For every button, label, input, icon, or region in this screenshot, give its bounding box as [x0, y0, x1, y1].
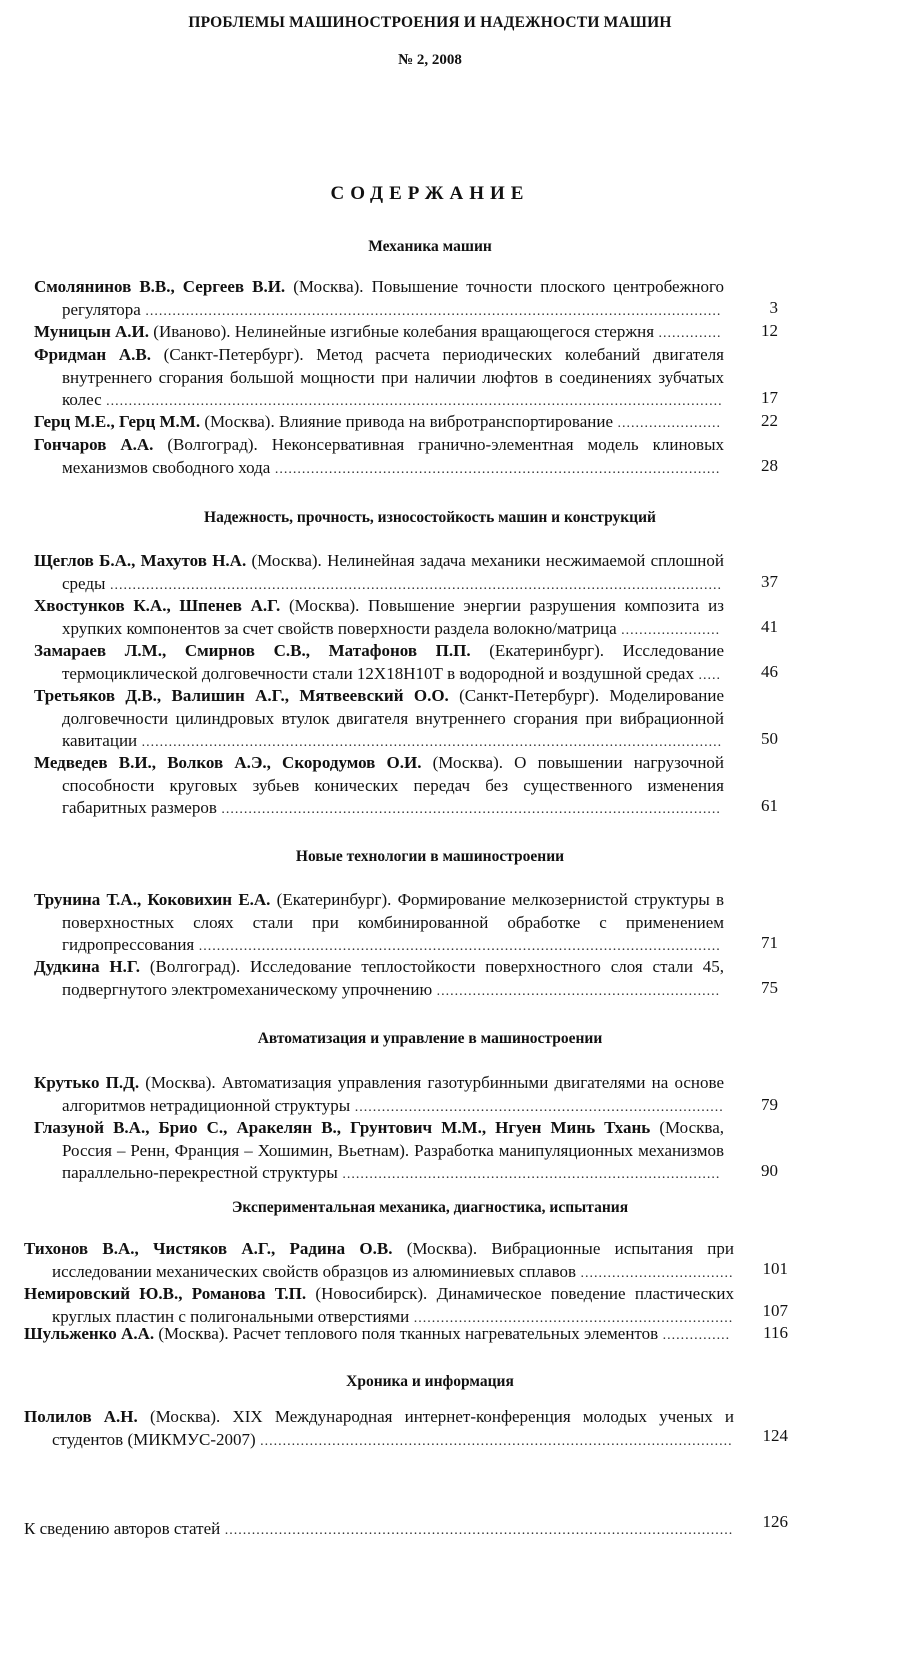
entry-page: 46	[761, 662, 778, 681]
entry-page: 41	[761, 617, 778, 636]
entry-authors: Герц М.Е., Герц М.М.	[34, 412, 201, 431]
toc-entry: Дудкина Н.Г. (Волгоград). Исследование теплостойкости поверхностного слоя стали 45, подвергнутого электромеханическому упрочнению ...............................................................	[34, 957, 725, 999]
entry-authors: Шульженко А.А.	[24, 1324, 155, 1343]
entry-page: 116	[763, 1323, 788, 1342]
entry-authors: Крутько П.Д.	[34, 1073, 140, 1092]
entry-page: 50	[761, 729, 778, 748]
entry-authors: Смолянинов В.В., Сергеев В.И.	[34, 277, 286, 296]
entry-page: 71	[761, 933, 778, 952]
toc-entry: Медведев В.И., Волков А.Э., Скородумов О.И. (Москва). О повышении нагрузочной способности круговых зубьев конических передач без существенного изменения габаритных размеров ...............................................................................................................	[34, 753, 725, 817]
entry-title: (Иваново). Нелинейные изгибные колебания вращающегося стержня	[153, 322, 655, 341]
entry-authors: Тихонов В.А., Чистяков А.Г., Радина О.В.	[24, 1239, 393, 1258]
toc-entry: Глазуной В.А., Брио С., Аракелян В., Грунтович М.М., Нгуен Минь Тхань (Москва, Россия – Ренн, Франция – Хошимин, Вьетнам). Разработка манипуляционных механизмов параллельно-перекрестной структуры ....................................................................................	[34, 1118, 724, 1182]
contents-heading: СОДЕРЖАНИЕ	[330, 183, 530, 204]
issue-number: № 2, 2008	[398, 52, 462, 68]
entry-authors: Глазуной В.А., Брио С., Аракелян В., Грунтович М.М., Нгуен Минь Тхань	[34, 1118, 651, 1137]
entry-page: 22	[761, 411, 778, 430]
entry-page: 124	[762, 1426, 788, 1445]
entry-authors: Муницын А.И.	[34, 322, 150, 341]
entry-title: (Москва). Расчет теплового поля тканных нагревательных элементов	[158, 1324, 659, 1343]
entry-page: 28	[761, 456, 778, 475]
entry-page: 126	[762, 1512, 788, 1531]
entry-title: (Москва). XIX Международная интернет-конференция молодых ученых и студентов (МИКМУС-2007)	[52, 1407, 734, 1449]
entry-page: 61	[761, 796, 778, 815]
entry-page: 17	[761, 388, 778, 407]
toc-entry: Фридман А.В. (Санкт-Петербург). Метод расчета периодических колебаний двигателя внутреннего сгорания большой мощности при наличии люфтов в соединениях зубчатых колес .........................................................................................................................................	[34, 345, 725, 409]
toc-entry: Полилов А.Н. (Москва). XIX Международная интернет-конференция молодых ученых и студентов (МИКМУС-2007) .........................................................................................................	[24, 1407, 734, 1449]
toc-entry: К сведению авторов статей .................................................................................................................	[24, 1519, 734, 1538]
entry-title: (Москва). Влияние привода на вибротранспортирование	[204, 412, 613, 431]
toc-entry: Крутько П.Д. (Москва). Автоматизация управления газотурбинными двигателями на основе алгоритмов нетрадиционной структуры ..................................................................................	[34, 1073, 724, 1115]
entry-page: 107	[762, 1301, 788, 1320]
section-heading: Надежность, прочность, износостойкость машин и конструкций	[204, 509, 656, 526]
entry-page: 101	[762, 1259, 788, 1278]
entry-page: 75	[761, 978, 778, 997]
entry-page: 79	[761, 1095, 778, 1114]
entry-title: (Москва). Автоматизация управления газотурбинными двигателями на основе алгоритмов нетрадиционной структуры	[62, 1073, 724, 1115]
entry-title: (Екатеринбург). Исследование термоциклической долговечности стали 12Х18Н10Т в водородной и воздушной средах	[62, 641, 725, 683]
entry-title: (Волгоград). Исследование теплостойкости поверхностного слоя стали 45, подвергнутого электромеханическому упрочнению	[62, 957, 725, 999]
entry-title: (Москва). Повышение точности плоского центробежного регулятора	[62, 277, 724, 319]
entry-authors: Щеглов Б.А., Махутов Н.А.	[34, 551, 247, 570]
entry-authors: Медведев В.И., Волков А.Э., Скородумов О.И.	[34, 753, 422, 772]
toc-entry: Щеглов Б.А., Махутов Н.А. (Москва). Нелинейная задача механики несжимаемой сплошной среды ........................................................................................................................................	[34, 551, 724, 593]
toc-entry: Третьяков Д.В., Валишин А.Г., Мятвеевский О.О. (Санкт-Петербург). Моделирование долговечности цилиндровых втулок двигателя внутреннего сгорания при вибрационной кавитации .................................................................................................................................	[34, 686, 724, 750]
entry-authors: Дудкина Н.Г.	[34, 957, 141, 976]
entry-authors: Фридман А.В.	[34, 345, 151, 364]
section-heading: Экспериментальная механика, диагностика, испытания	[231, 1199, 629, 1216]
entry-title: (Екатеринбург). Формирование мелкозернистой структуры в поверхностных слоях стали при комбинированной обработке с применением гидропрессования	[62, 890, 724, 954]
entry-title: (Санкт-Петербург). Метод расчета периодических колебаний двигателя внутреннего сгорания большой мощности при наличии люфтов в соединениях зубчатых колес	[62, 345, 725, 409]
entry-authors: Трунина Т.А., Коковихин Е.А.	[34, 890, 271, 909]
entry-title: (Волгоград). Неконсервативная гранично-элементная модель клиновых механизмов свободного хода	[62, 435, 724, 477]
entry-title: (Москва). О повышении нагрузочной способности круговых зубьев конических передач без существенного изменения габаритных размеров	[62, 753, 725, 817]
toc-entry: Шульженко А.А. (Москва). Расчет теплового поля тканных нагревательных элементов ...............	[24, 1324, 731, 1343]
toc-entry: Трунина Т.А., Коковихин Е.А. (Екатеринбург). Формирование мелкозернистой структуры в поверхностных слоях стали при комбинированной обработке с применением гидропрессования ....................................................................................................................	[34, 890, 724, 954]
section-heading: Новые технологии в машиностроении	[295, 848, 565, 865]
toc-entry: Муницын А.И. (Иваново). Нелинейные изгибные колебания вращающегося стержня ..............	[34, 322, 722, 341]
entry-title: (Санкт-Петербург). Моделирование долговечности цилиндровых втулок двигателя внутреннего сгорания при вибрационной кавитации	[62, 686, 724, 750]
entry-title: (Новосибирск). Динамическое поведение пластических круглых пластин с полигональными отверстиями	[52, 1284, 734, 1326]
section-heading: Автоматизация и управление в машиностроении	[257, 1030, 603, 1047]
entry-page: 12	[761, 321, 778, 340]
section-heading: Механика машин	[368, 238, 492, 255]
entry-title: (Москва). Нелинейная задача механики несжимаемой сплошной среды	[62, 551, 724, 593]
entry-page: 90	[761, 1161, 778, 1180]
entry-title: К сведению авторов статей	[24, 1519, 221, 1538]
entry-page: 3	[769, 298, 778, 317]
toc-entry: Гончаров А.А. (Волгоград). Неконсервативная гранично-элементная модель клиновых механизмов свободного хода ...................................................................................................	[34, 435, 724, 477]
toc-entry: Тихонов В.А., Чистяков А.Г., Радина О.В. (Москва). Вибрационные испытания при исследовании механических свойств образцов из алюминиевых сплавов ..................................	[24, 1239, 734, 1281]
entry-title: (Москва). Вибрационные испытания при исследовании механических свойств образцов из алюминиевых сплавов	[52, 1239, 734, 1281]
journal-title: ПРОБЛЕМЫ МАШИНОСТРОЕНИЯ И НАДЕЖНОСТИ МАШИН	[188, 14, 672, 31]
section-heading: Хроника и информация	[346, 1373, 514, 1390]
entry-authors: Гончаров А.А.	[34, 435, 154, 454]
toc-entry: Смолянинов В.В., Сергеев В.И. (Москва). Повышение точности плоского центробежного регулятора ................................................................................................................................	[34, 277, 724, 319]
toc-entry: Замараев Л.М., Смирнов С.В., Матафонов П.П. (Екатеринбург). Исследование термоциклической долговечности стали 12Х18Н10Т в водородной и воздушной средах .....	[34, 641, 725, 683]
toc-entry: Немировский Ю.В., Романова Т.П. (Новосибирск). Динамическое поведение пластических круглых пластин с полигональными отверстиями .......................................................................	[24, 1284, 734, 1326]
toc-entry: Герц М.Е., Герц М.М. (Москва). Влияние привода на вибротранспортирование .......................	[34, 412, 721, 431]
entry-authors: Хвостунков К.А., Шпенев А.Г.	[34, 596, 281, 615]
toc-entry: Хвостунков К.А., Шпенев А.Г. (Москва). Повышение энергии разрушения композита из хрупких компонентов за счет свойств поверхности раздела волокно/матрица ......................	[34, 596, 724, 638]
entry-page: 37	[761, 572, 778, 591]
entry-authors: Немировский Ю.В., Романова Т.П.	[24, 1284, 307, 1303]
entry-title: (Москва, Россия – Ренн, Франция – Хошимин, Вьетнам). Разработка манипуляционных механизмов параллельно-перекрестной структуры	[62, 1118, 724, 1182]
entry-authors: Замараев Л.М., Смирнов С.В., Матафонов П.П.	[34, 641, 471, 660]
entry-authors: Полилов А.Н.	[24, 1407, 138, 1426]
entry-authors: Третьяков Д.В., Валишин А.Г., Мятвеевский О.О.	[34, 686, 449, 705]
entry-title: (Москва). Повышение энергии разрушения композита из хрупких компонентов за счет свойств поверхности раздела волокно/матрица	[62, 596, 724, 638]
